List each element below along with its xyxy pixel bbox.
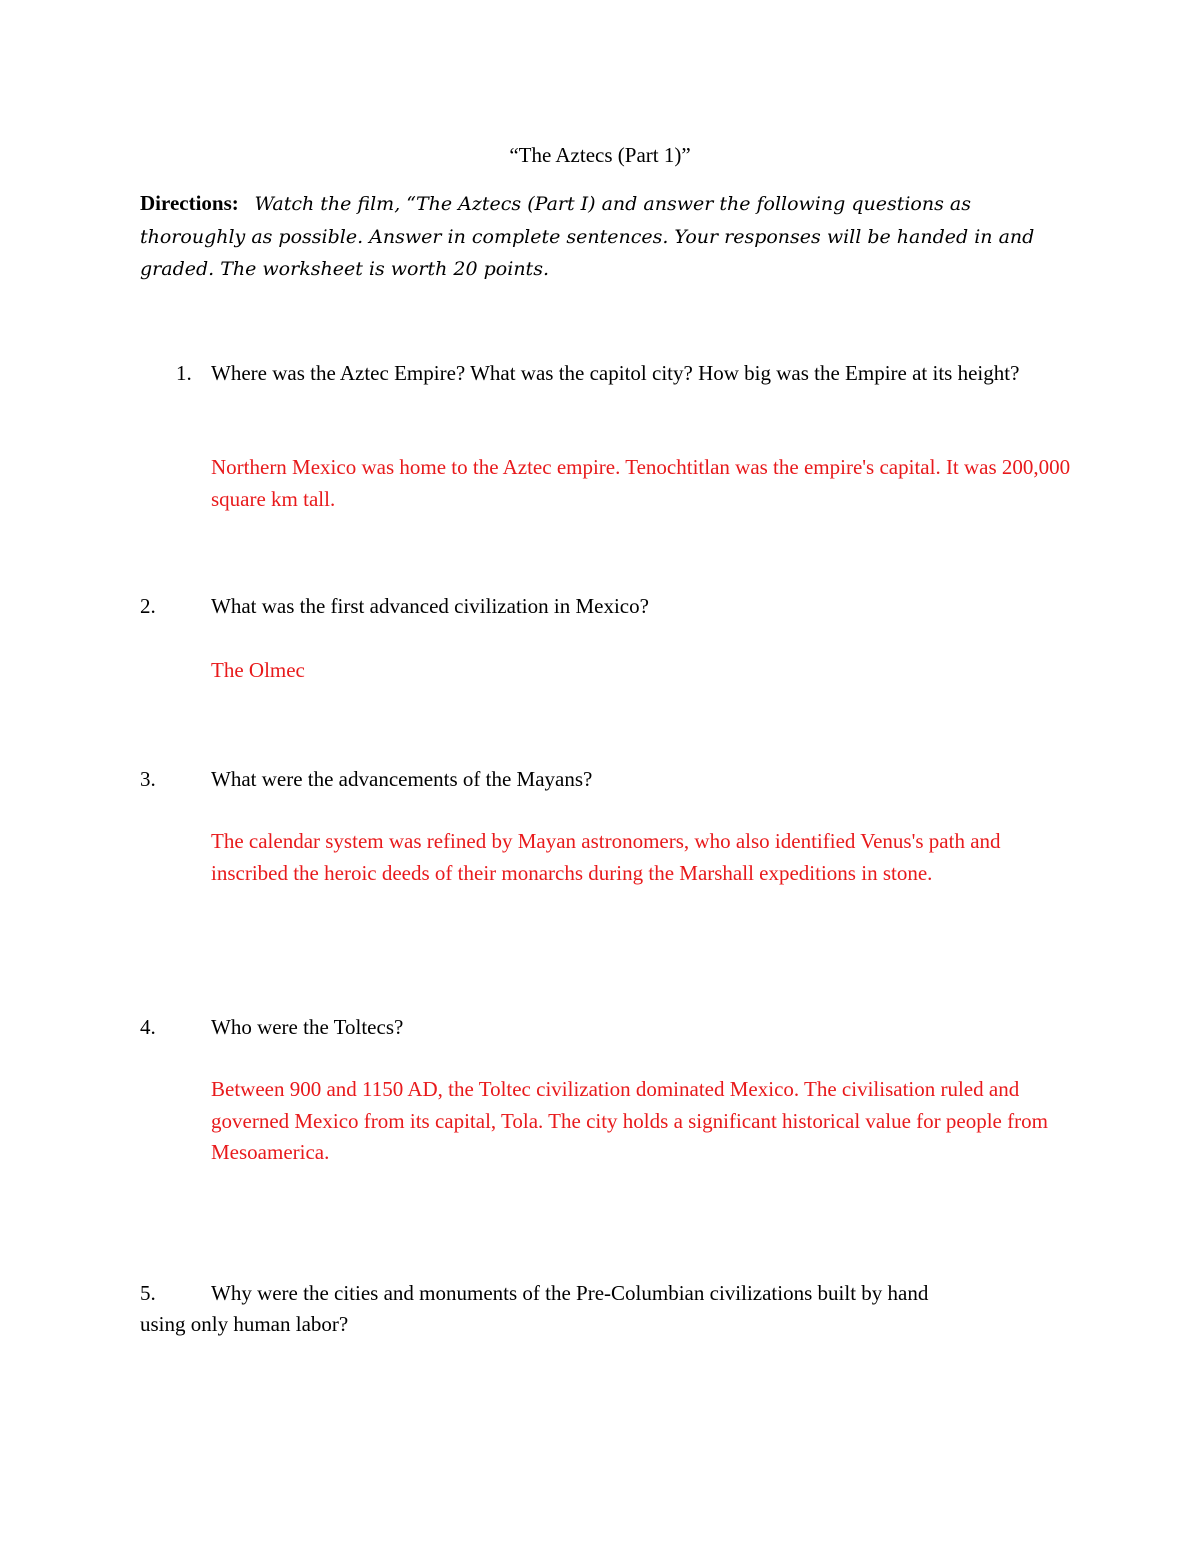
question-text: What were the advancements of the Mayans? (211, 767, 593, 791)
question-text: Why were the cities and monuments of the Pre-Columbian civilizations built by hand (211, 1281, 929, 1305)
question-text-continued: using only human labor? (140, 1312, 349, 1336)
answer-4: Between 900 and 1150 AD, the Toltec civilization dominated Mexico. The civilisation ruled and governed Mexico from its capital, Tola. The city holds a significant historical value for people from Mesoamerica. (211, 1077, 1048, 1164)
question-number: 2. (140, 594, 156, 618)
question-text: What was the first advanced civilization in Mexico? (211, 594, 649, 618)
directions-block (140, 188, 1070, 286)
question-text: Who were the Toltecs? (211, 1015, 404, 1039)
question-number: 3. (140, 767, 156, 791)
question-number: 1. (176, 361, 192, 385)
directions-label: Directions: (140, 191, 239, 215)
question-number: 5. (140, 1281, 156, 1305)
directions-text: Watch the film, “The Aztecs (Part I) and answer the following questions as thoroughly as possible. Answer in complete sentences. Your responses will be handed in and graded. The worksheet is worth 20 points. (140, 193, 1035, 280)
answer-1: Northern Mexico was home to the Aztec empire. Tenochtitlan was the empire's capital. It was 200,000 square km tall. (211, 455, 1071, 511)
question-text: Where was the Aztec Empire? What was the capitol city? How big was the Empire at its height? (211, 361, 1020, 385)
answer-3: The calendar system was refined by Mayan astronomers, who also identified Venus's path and inscribed the heroic deeds of their monarchs during the Marshall expeditions in stone. (211, 829, 1001, 885)
question-number: 4. (140, 1015, 156, 1039)
answer-2: The Olmec (211, 658, 305, 682)
page-title: “The Aztecs (Part 1)” (509, 143, 691, 167)
question-5 (140, 1278, 1080, 1310)
